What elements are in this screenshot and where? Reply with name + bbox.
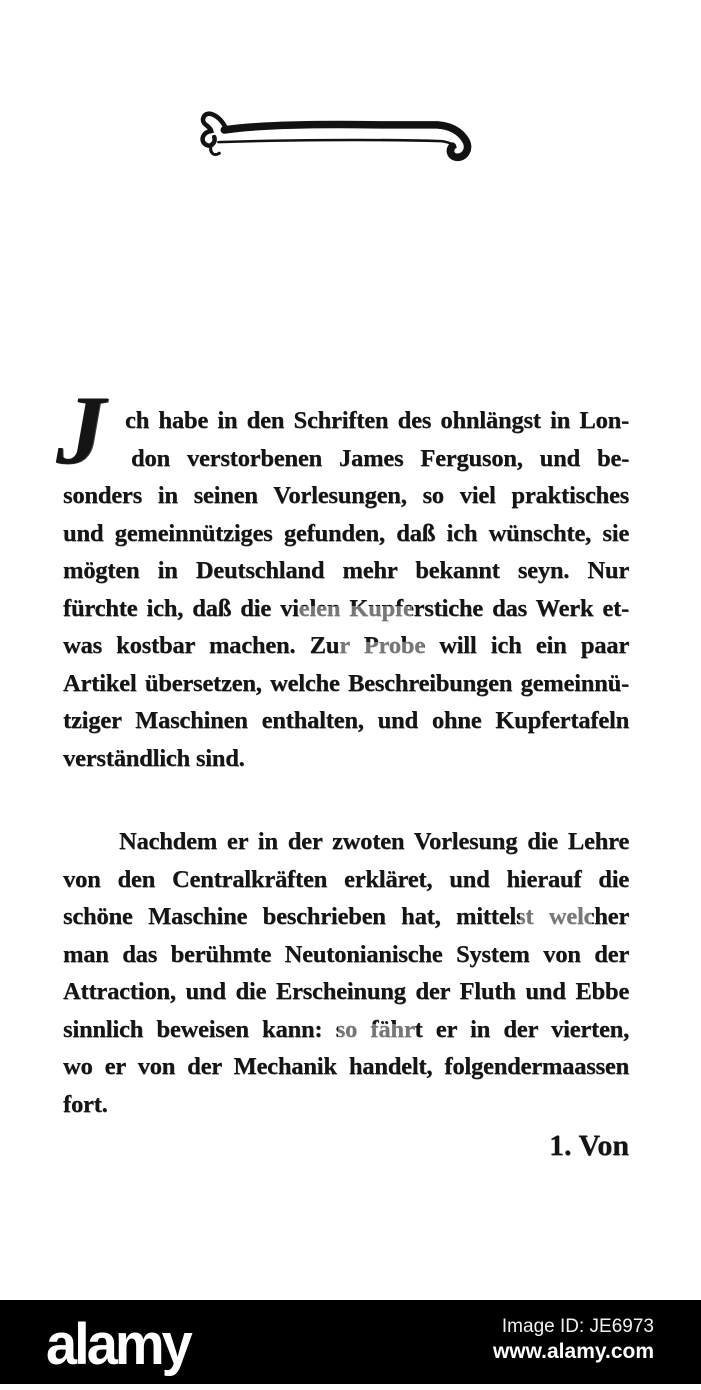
alamy-logo: alamy <box>46 1310 190 1377</box>
text-line: was kostbar machen. Zur Probe will ich ein paar <box>63 632 629 659</box>
text-line: man das berühmte Neutonianische System von der <box>63 940 629 968</box>
text-line: Attraction, und die Erscheinung der Fluth und Ebbe <box>63 978 629 1005</box>
catchword: 1. Von <box>548 1129 629 1162</box>
watermark-info <box>493 1314 654 1365</box>
drop-cap: J <box>56 376 106 485</box>
alamy-watermark-bar <box>0 1300 701 1384</box>
body-text <box>63 402 629 1123</box>
text-line: don verstorbenen James Ferguson, und be- <box>131 444 629 472</box>
text-line: Artikel übersetzen, welche Beschreibungen gemeinnü- <box>63 669 629 697</box>
text-line: sinnlich beweisen kann: so fährt er in der vierten, <box>63 1015 629 1043</box>
text-line: und gemeinnütziges gefunden, daß ich wünschte, sie <box>63 519 629 547</box>
text-line: verständlich sind. <box>63 744 245 772</box>
text-line: Nachdem er in der zwoten Vorlesung die Lehre <box>119 828 629 855</box>
paragraph-1 <box>63 402 629 777</box>
text-line: wo er von der Mechanik handelt, folgendermaassen <box>63 1053 629 1080</box>
text-line: fort. <box>63 1090 108 1118</box>
text-line: ch habe in den Schriften des ohnlängst in Lon- <box>125 407 629 434</box>
text-line: fürchte ich, daß die vielen Kupferstiche das Werk et- <box>63 594 629 622</box>
text-line: mögten in Deutschland mehr bekannt seyn. Nur <box>63 557 629 584</box>
headpiece-flourish-icon <box>198 98 502 170</box>
text-line: schöne Maschine beschrieben hat, mittelst welcher <box>63 903 629 930</box>
image-id-label: Image ID: JE6973 <box>501 1316 654 1337</box>
paragraph-2 <box>63 823 629 1123</box>
text-line: tziger Maschinen enthalten, und ohne Kupfertafeln <box>63 707 629 734</box>
text-line: von den Centralkräften erkläret, und hierauf die <box>63 865 629 893</box>
alamy-url: www.alamy.com <box>492 1340 654 1363</box>
text-line: sonders in seinen Vorlesungen, so viel praktisches <box>63 482 629 509</box>
